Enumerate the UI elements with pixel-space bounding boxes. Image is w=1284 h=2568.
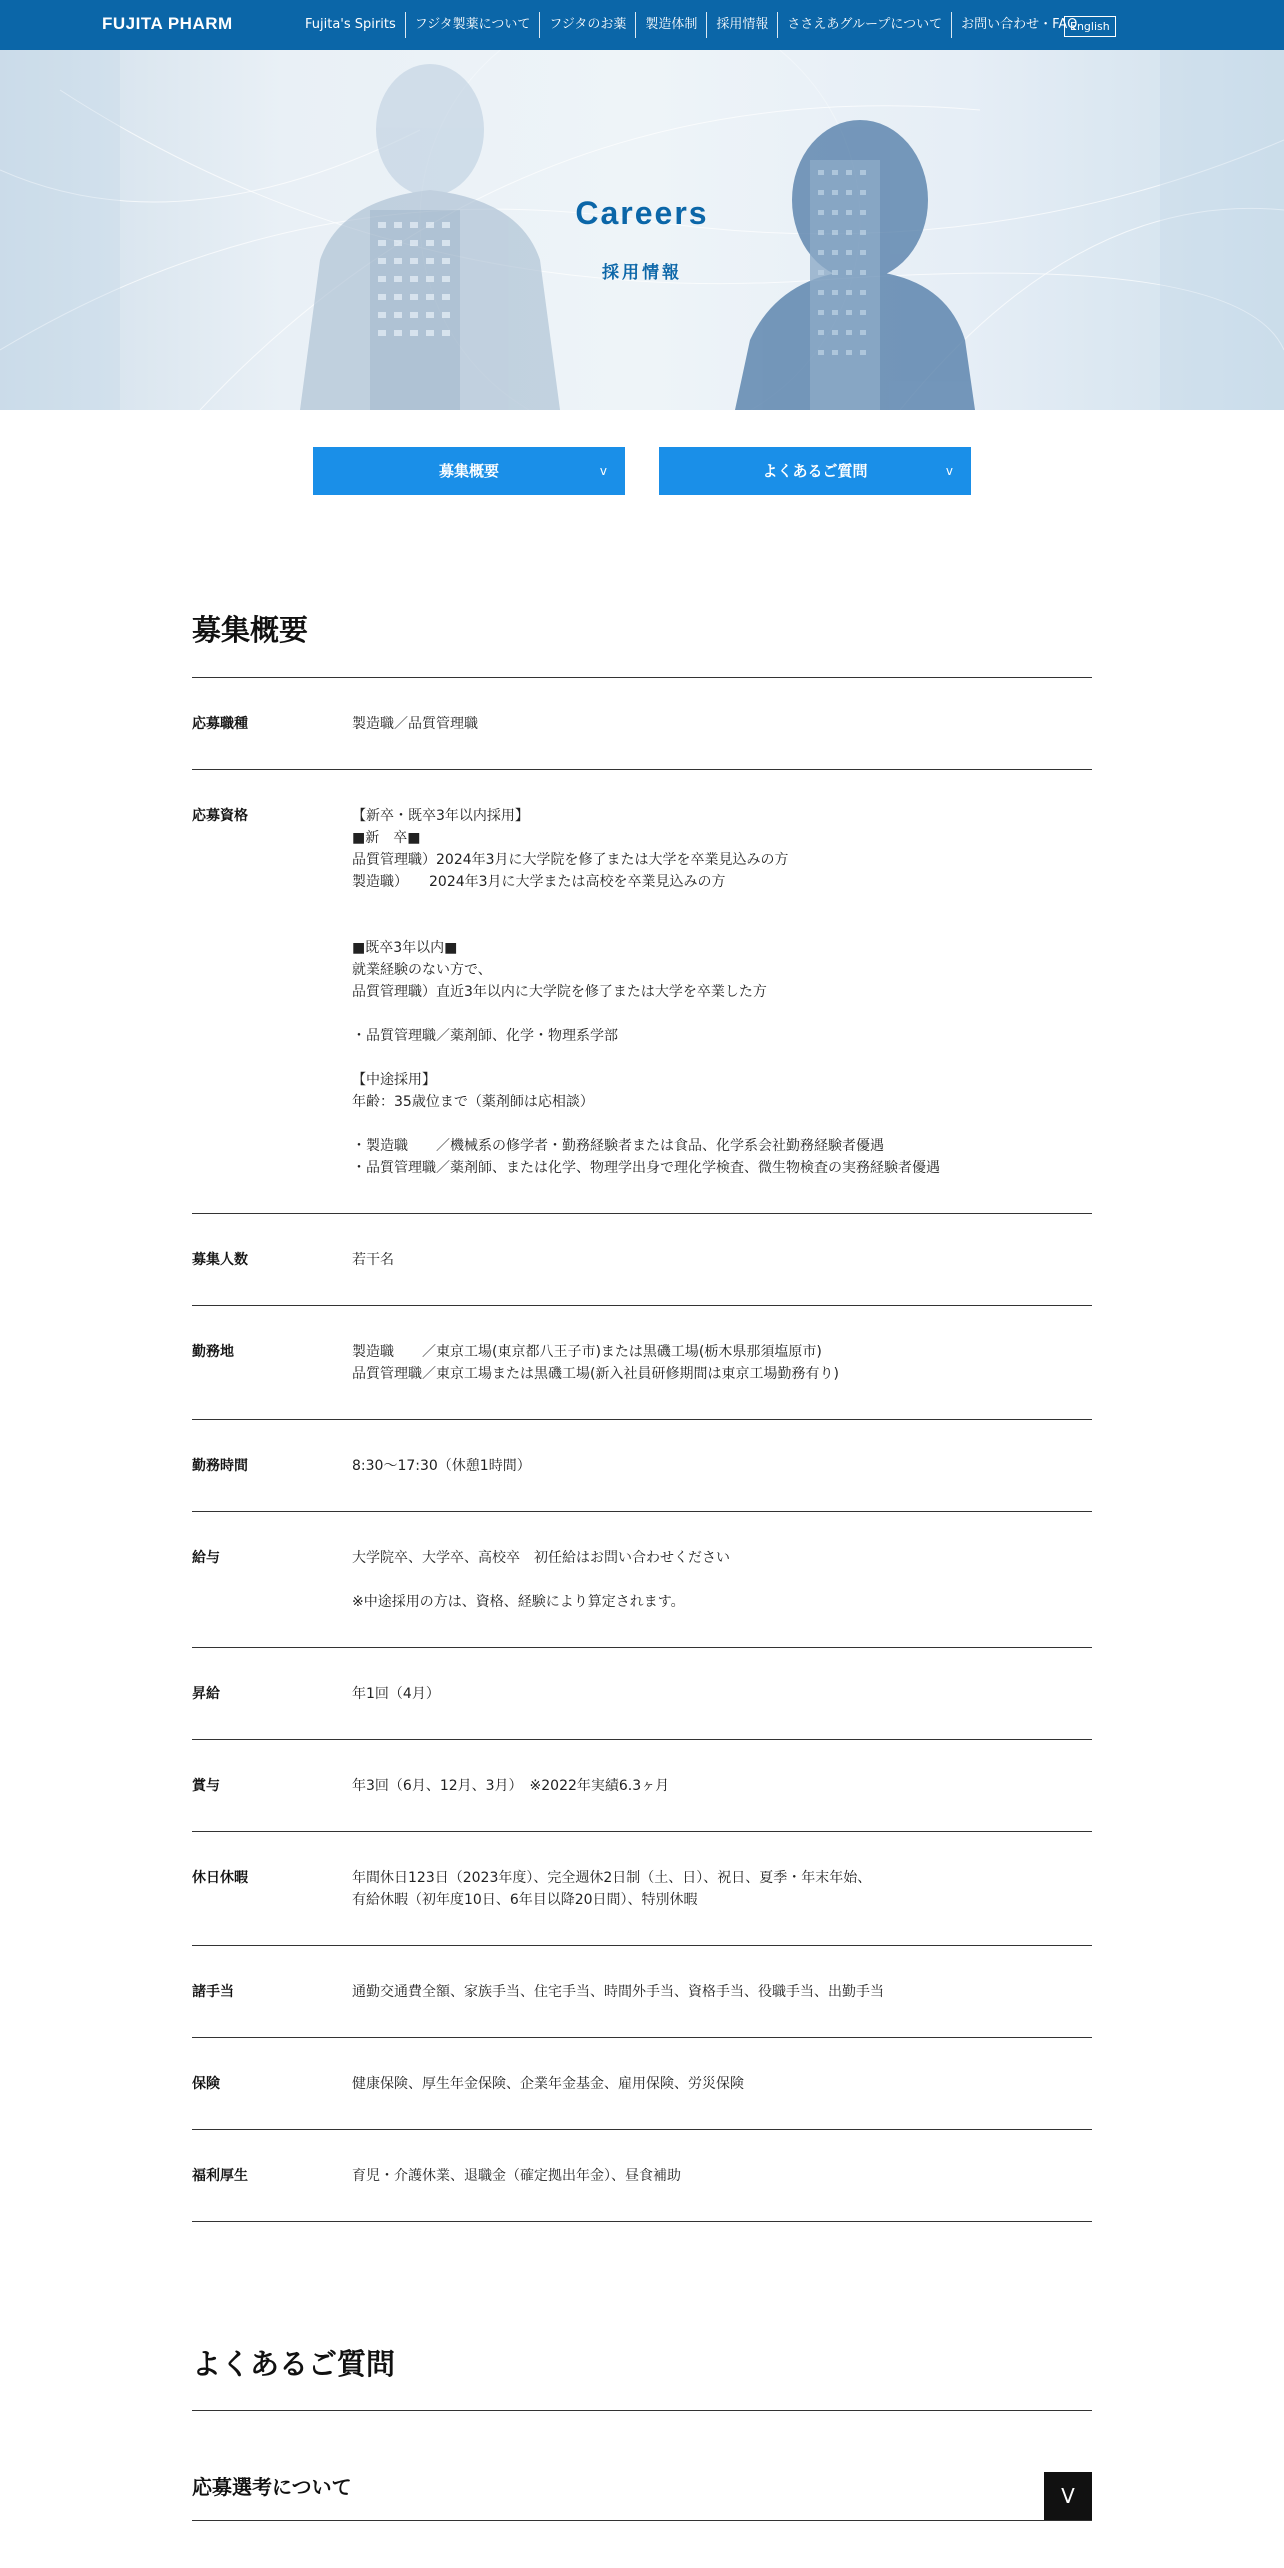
row-value-line: 年3回（6月、12月、3月） ※2022年実績6.3ヶ月 bbox=[352, 1778, 670, 1794]
row-value bbox=[352, 1683, 1092, 1705]
faq-list bbox=[192, 2410, 1092, 2521]
row-value-line bbox=[352, 1047, 1092, 1069]
nav-item-products[interactable]: フジタのお薬 bbox=[539, 12, 635, 38]
row-value-line: 製造職） 2024年3月に大学または高校を卒業見込みの方 bbox=[352, 874, 726, 890]
row-label: 勤務地 bbox=[192, 1344, 234, 1360]
row-value-line: 品質管理職）2024年3月に大学院を修了または大学を卒業見込みの方 bbox=[352, 852, 789, 868]
nav-item-spirits[interactable]: Fujita's Spirits bbox=[305, 17, 396, 32]
row-value-line: 年間休日123日（2023年度）、完全週休2日制（土、日）、祝日、夏季・年末年始、 bbox=[352, 1870, 872, 1886]
row-label: 休日休暇 bbox=[192, 1870, 248, 1886]
row-value-line: ・製造職 ／機械系の修学者・勤務経験者または食品、化学系会社勤務経験者優遇 bbox=[352, 1138, 884, 1154]
row-label: 給与 bbox=[192, 1550, 220, 1566]
row-value-line bbox=[352, 915, 1092, 937]
table-row bbox=[192, 2130, 1092, 2222]
row-value bbox=[352, 1775, 1092, 1797]
row-value bbox=[352, 1547, 1092, 1613]
nav-item-careers[interactable]: 採用情報 bbox=[706, 12, 777, 38]
table-row bbox=[192, 1306, 1092, 1420]
table-row bbox=[192, 770, 1092, 1214]
row-value-line: 品質管理職／東京工場または黒磯工場(新入社員研修期間は東京工場勤務有り) bbox=[352, 1366, 839, 1382]
row-value-line: 8:30～17:30（休憩1時間） bbox=[352, 1458, 531, 1474]
row-value bbox=[352, 2073, 1092, 2095]
anchor-faq-label: よくあるご質問 bbox=[762, 462, 868, 480]
row-value-line: ■既卒3年以内■ bbox=[352, 940, 458, 956]
row-label: 諸手当 bbox=[192, 1984, 234, 2000]
row-value bbox=[352, 1981, 1092, 2003]
row-value-line: ■新 卒■ bbox=[352, 830, 421, 846]
table-row bbox=[192, 1832, 1092, 1946]
anchor-overview-button[interactable] bbox=[313, 447, 625, 495]
row-label: 応募職種 bbox=[192, 716, 248, 732]
row-label: 募集人数 bbox=[192, 1252, 248, 1268]
row-value bbox=[352, 713, 1092, 735]
row-value-line: 年1回（4月） bbox=[352, 1686, 440, 1702]
row-value bbox=[352, 1341, 1092, 1385]
hero-title: Careers bbox=[575, 195, 709, 231]
table-row bbox=[192, 1214, 1092, 1306]
nav-item-manufacturing[interactable]: 製造体制 bbox=[635, 12, 706, 38]
row-value-line: ・品質管理職／薬剤師、化学・物理系学部 bbox=[352, 1028, 618, 1044]
row-value-line: ・品質管理職／薬剤師、または化学、物理学出身で理化学検査、微生物検査の実務経験者優遇 bbox=[352, 1160, 940, 1176]
row-value bbox=[352, 805, 1092, 1179]
faq-item-label: 応募選考について bbox=[192, 2475, 352, 2499]
faq-item[interactable] bbox=[192, 2411, 1092, 2521]
chevron-down-icon: v bbox=[945, 464, 953, 478]
row-label: 昇給 bbox=[192, 1686, 220, 1702]
main-nav bbox=[296, 12, 1086, 38]
table-row bbox=[192, 1946, 1092, 2038]
row-value bbox=[352, 1249, 1092, 1271]
row-value bbox=[352, 1867, 1092, 1911]
nav-item-contact[interactable]: お問い合わせ・FAQ bbox=[951, 12, 1086, 38]
nav-item-about[interactable]: フジタ製薬について bbox=[405, 12, 540, 38]
row-value-line: 品質管理職）直近3年以内に大学院を修了または大学を卒業した方 bbox=[352, 984, 767, 1000]
row-value-line: 【新卒・既卒3年以内採用】 bbox=[352, 808, 529, 824]
row-value-line: 年齢：35歳位まで（薬剤師は応相談） bbox=[352, 1094, 594, 1110]
table-row bbox=[192, 678, 1092, 770]
row-label: 応募資格 bbox=[192, 808, 248, 824]
anchor-faq-button[interactable] bbox=[659, 447, 971, 495]
row-value bbox=[352, 2165, 1092, 2187]
row-value-line: 若干名 bbox=[352, 1252, 394, 1268]
row-value-line: 【中途採用】 bbox=[352, 1072, 436, 1088]
row-label: 保険 bbox=[192, 2076, 220, 2092]
table-row bbox=[192, 1420, 1092, 1512]
english-button[interactable]: English bbox=[1064, 16, 1116, 37]
nav-item-group[interactable]: ささえあグループについて bbox=[777, 12, 951, 38]
row-value-line: 就業経験のない方で、 bbox=[352, 962, 492, 978]
faq-title: よくあるご質問 bbox=[192, 2347, 396, 2381]
row-label: 福利厚生 bbox=[192, 2168, 248, 2184]
row-value-line: 健康保険、厚生年金保険、企業年金基金、雇用保険、労災保険 bbox=[352, 2076, 744, 2092]
row-value-line bbox=[352, 1569, 1092, 1591]
table-row bbox=[192, 1648, 1092, 1740]
anchor-overview-label: 募集概要 bbox=[438, 462, 499, 480]
row-label: 賞与 bbox=[192, 1778, 220, 1794]
row-value-line bbox=[352, 1113, 1092, 1135]
site-header bbox=[0, 0, 1284, 50]
row-value-line: 大学院卒、大学卒、高校卒 初任給はお問い合わせください bbox=[352, 1550, 730, 1566]
row-value-line bbox=[352, 1003, 1092, 1025]
hero-subtitle: 採用情報 bbox=[602, 263, 682, 283]
site-logo[interactable]: FUJITA PHARM bbox=[102, 14, 233, 33]
row-value bbox=[352, 1455, 1092, 1477]
row-label: 勤務時間 bbox=[192, 1458, 248, 1474]
overview-title: 募集概要 bbox=[192, 613, 309, 647]
hero-banner bbox=[0, 50, 1284, 410]
table-row bbox=[192, 1740, 1092, 1832]
row-value-line: 育児・介護休業、退職金（確定拠出年金）、昼食補助 bbox=[352, 2168, 681, 2184]
chevron-down-icon[interactable]: V bbox=[1044, 2472, 1092, 2520]
table-row bbox=[192, 1512, 1092, 1648]
row-value-line: ※中途採用の方は、資格、経験により算定されます。 bbox=[352, 1594, 685, 1610]
row-value-line bbox=[352, 893, 1092, 915]
row-value-line: 通勤交通費全額、家族手当、住宅手当、時間外手当、資格手当、役職手当、出勤手当 bbox=[352, 1984, 884, 2000]
row-value-line: 製造職 ／東京工場(東京都八王子市)または黒磯工場(栃木県那須塩原市) bbox=[352, 1344, 822, 1360]
row-value-line: 有給休暇（初年度10日、6年目以降20日間）、特別休暇 bbox=[352, 1892, 698, 1908]
table-row bbox=[192, 2038, 1092, 2130]
row-value-line: 製造職／品質管理職 bbox=[352, 716, 478, 732]
overview-table bbox=[192, 677, 1092, 2222]
chevron-down-icon: v bbox=[599, 464, 607, 478]
